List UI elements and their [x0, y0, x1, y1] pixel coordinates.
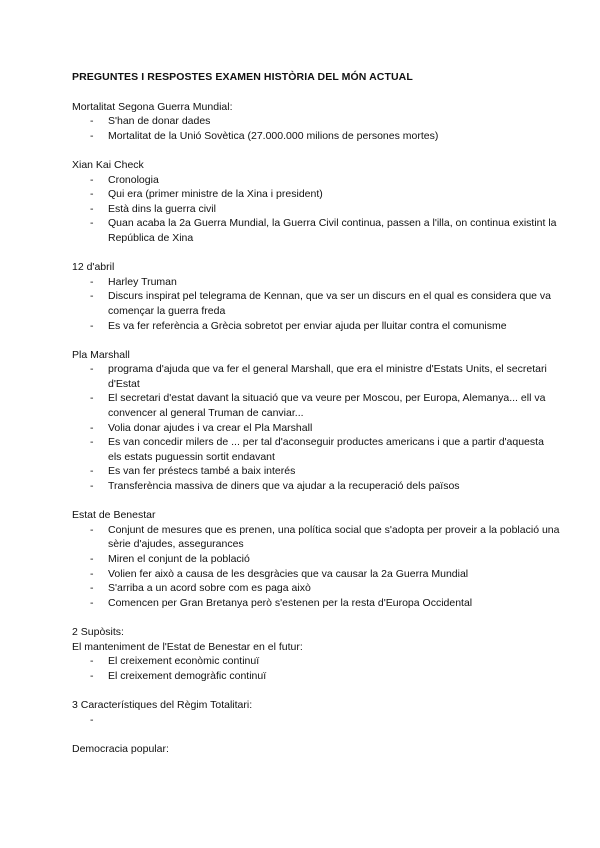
list-item: - Conjunt de mesures que es prenen, una política social que s'adopta per proveir a la població una sèrie d'ajudes, assegurances: [108, 523, 560, 552]
list-item: - El secretari d'estat davant la situació que va veure per Moscou, per Europa, Alemanya... ell va convencer al general Truman de canviar...: [108, 391, 560, 420]
section-regim-totalitari: [72, 698, 560, 727]
section-estat-benestar: [72, 508, 560, 610]
section-heading: Estat de Benestar: [72, 509, 156, 522]
list-item: - Mortalitat de la Unió Sovètica (27.000.000 milions de persones mortes): [108, 129, 560, 144]
list-item: - Comencen per Gran Bretanya però s'estenen per la resta d'Europa Occidental: [108, 596, 560, 611]
list-item: - Qui era (primer ministre de la Xina i president): [108, 187, 560, 202]
list-item: - El creixement demogràfic continuï: [108, 669, 560, 684]
list-item: [108, 713, 560, 728]
list-item: - Es van concedir milers de ... per tal d'aconseguir productes americans i que a partir d'aquesta els estats puguessin sortit endavant: [108, 435, 560, 464]
list-item: - Miren el conjunt de la població: [108, 552, 560, 567]
section-mortalitat: [72, 100, 560, 144]
section-democracia-popular: [72, 742, 560, 757]
section-heading: 2 Supòsits:: [72, 625, 124, 638]
list-item: - Està dins la guerra civil: [108, 202, 560, 217]
section-subheading: El manteniment de l'Estat de Benestar en el futur:: [72, 640, 303, 653]
section-heading: Mortalitat Segona Guerra Mundial:: [72, 100, 233, 113]
list-item: - Harley Truman: [108, 275, 560, 290]
section-heading: Xian Kai Check: [72, 158, 144, 171]
section-pla-marshall: [72, 348, 560, 494]
bullet-list: [72, 654, 560, 683]
list-item: - Quan acaba la 2a Guerra Mundial, la Guerra Civil continua, passen a l'illa, on continua existint la República de Xina: [108, 216, 560, 245]
bullet-list: [72, 362, 560, 493]
list-item: - Transferència massiva de diners que va ajudar a la recuperació dels països: [108, 479, 560, 494]
bullet-list: [72, 275, 560, 333]
section-heading: 12 d'abril: [72, 261, 115, 274]
list-item: - S'arriba a un acord sobre com es paga això: [108, 581, 560, 596]
list-item: - S'han de donar dades: [108, 114, 560, 129]
bullet-list: [72, 114, 560, 143]
list-item: - El creixement econòmic continuï: [108, 654, 560, 669]
bullet-list: [72, 713, 560, 728]
section-12-abril: [72, 260, 560, 333]
list-item: - Es va fer referència a Grècia sobretot per enviar ajuda per lluitar contra el comunisme: [108, 319, 560, 334]
list-item: - Es van fer préstecs també a baix interés: [108, 464, 560, 479]
list-item: - Volien fer això a causa de les desgràcies que va causar la 2a Guerra Mundial: [108, 567, 560, 582]
section-heading: Pla Marshall: [72, 348, 130, 361]
list-item: - Cronologia: [108, 173, 560, 188]
bullet-list: [72, 523, 560, 611]
document-title: PREGUNTES I RESPOSTES EXAMEN HISTÒRIA DEL MÓN ACTUAL: [72, 71, 413, 83]
section-heading: Democracia popular:: [72, 742, 169, 755]
section-2-suposits: [72, 625, 560, 683]
list-item: - Discurs inspirat pel telegrama de Kennan, que va ser un discurs en el qual es considera que va començar la guerra freda: [108, 289, 560, 318]
section-heading: 3 Característiques del Règim Totalitari:: [72, 698, 253, 711]
section-xian-kai-check: [72, 158, 560, 246]
list-item: - Volia donar ajudes i va crear el Pla Marshall: [108, 421, 560, 436]
list-item: - programa d'ajuda que va fer el general Marshall, que era el ministre d'Estats Units, el secretari d'Estat: [108, 362, 560, 391]
bullet-list: [72, 173, 560, 246]
